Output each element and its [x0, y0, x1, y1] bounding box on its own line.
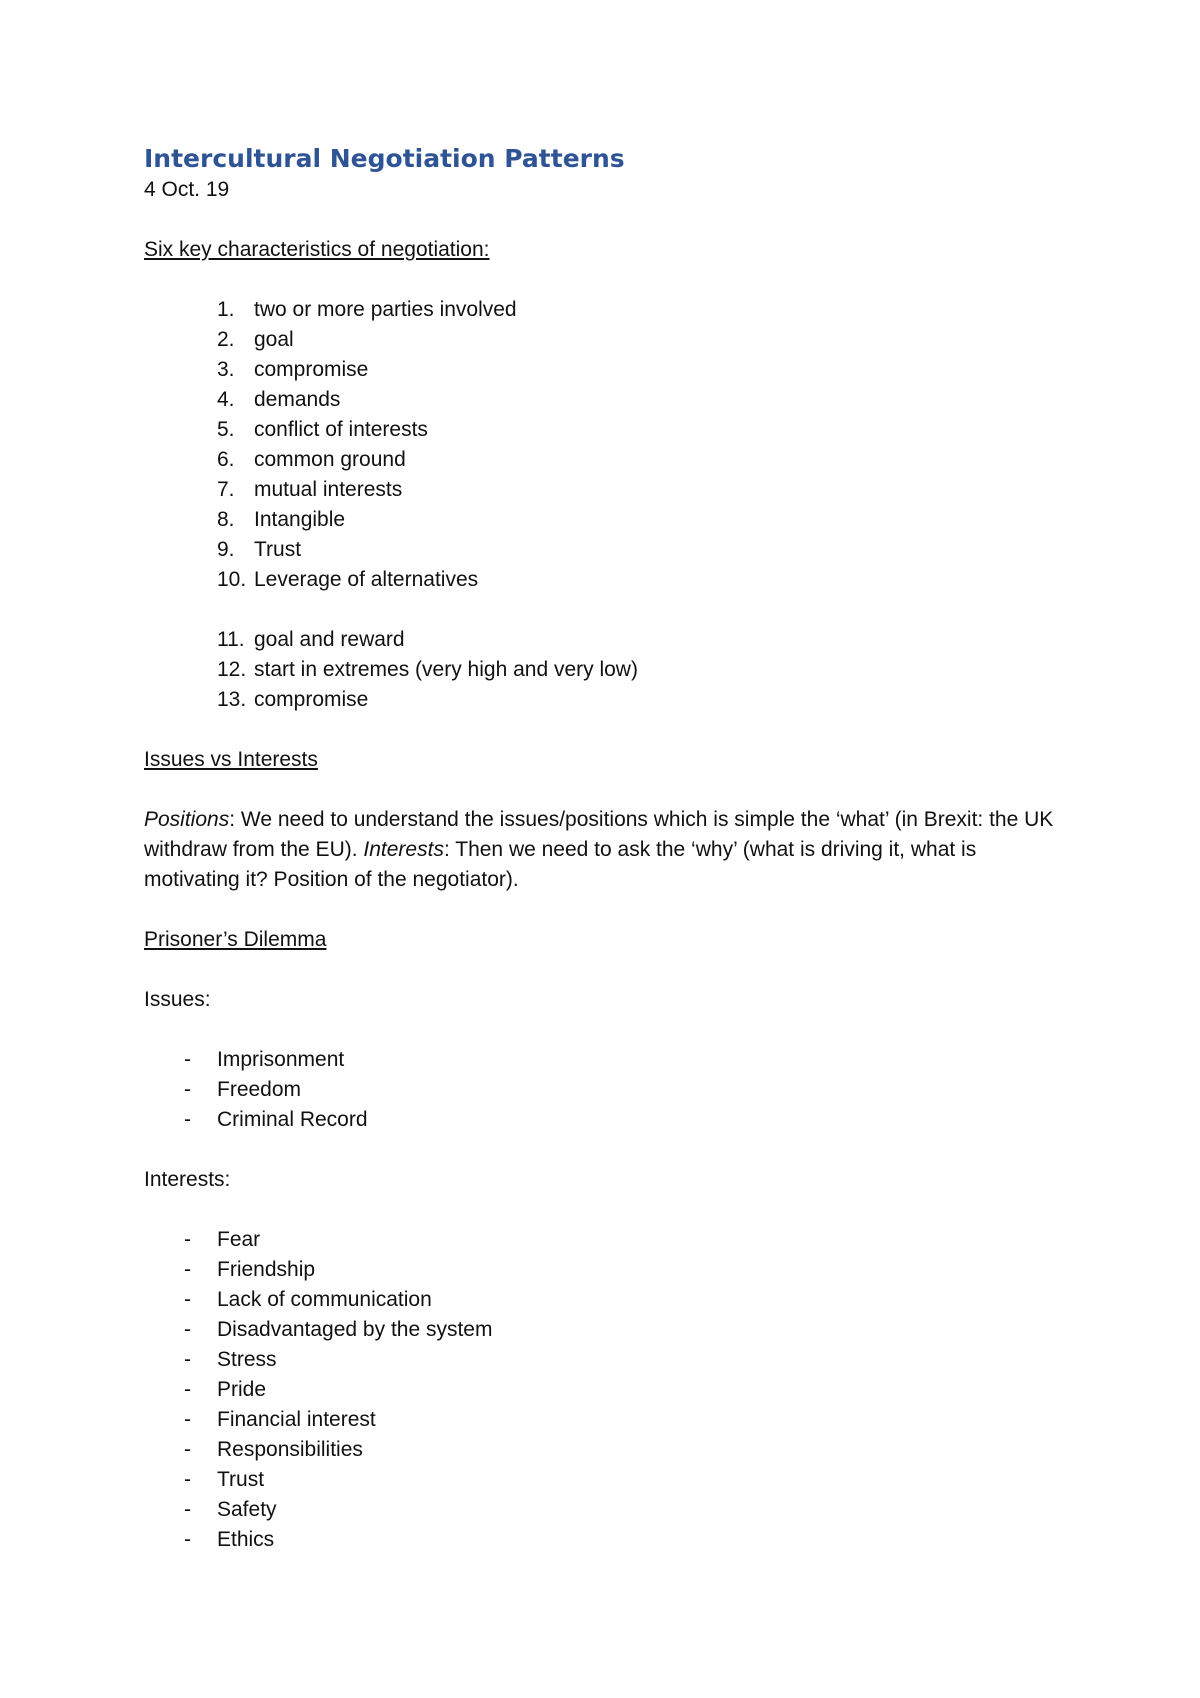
list-item: [144, 355, 1074, 385]
list-item: [144, 1075, 1074, 1105]
list-item-text: goal: [254, 328, 294, 351]
list-item-text: compromise: [254, 688, 369, 711]
section-heading-prisoners-dilemma: Prisoner’s Dilemma: [144, 928, 327, 951]
list-item-text: compromise: [254, 358, 369, 381]
list-item: [144, 1405, 1074, 1435]
list-item: [144, 1375, 1074, 1405]
list-item-text: Safety: [217, 1498, 277, 1521]
list-item: [144, 1345, 1074, 1375]
section-heading-issues-vs-interests: Issues vs Interests: [144, 748, 318, 771]
dash-bullet: -: [184, 1108, 191, 1131]
list-item-text: Disadvantaged by the system: [217, 1318, 493, 1341]
list-item: [144, 475, 1074, 505]
list-item-text: demands: [254, 388, 341, 411]
list-item-text: Financial interest: [217, 1408, 376, 1431]
dash-bullet: -: [184, 1228, 191, 1251]
dash-bullet: -: [184, 1078, 191, 1101]
list-item-text: goal and reward: [254, 628, 405, 651]
page-title: Intercultural Negotiation Patterns: [144, 144, 625, 173]
list-item: [144, 565, 1074, 595]
dash-bullet: -: [184, 1378, 191, 1401]
dash-bullet: -: [184, 1288, 191, 1311]
date-line: 4 Oct. 19: [144, 178, 230, 201]
list-item-text: Responsibilities: [217, 1438, 363, 1461]
list-item-text: start in extremes (very high and very low): [254, 658, 638, 681]
list-item: [144, 415, 1074, 445]
interests-inline-label: Interests: [363, 838, 444, 861]
list-item-text: mutual interests: [254, 478, 403, 501]
list-item: [144, 325, 1074, 355]
dash-bullet: -: [184, 1468, 191, 1491]
list-item-number: 13.: [217, 688, 247, 711]
list-item: [144, 1525, 1074, 1555]
positions-interests-paragraph: [144, 805, 1074, 895]
list-item: [144, 1315, 1074, 1345]
list-item-number: 5.: [217, 418, 235, 441]
list-item-number: 2.: [217, 328, 235, 351]
list-item-text: Leverage of alternatives: [254, 568, 479, 591]
dash-bullet: -: [184, 1408, 191, 1431]
document-body: [144, 143, 1074, 1585]
list-item: [144, 385, 1074, 415]
list-item: [144, 685, 1074, 715]
dash-bullet: -: [184, 1318, 191, 1341]
interests-label: Interests:: [144, 1168, 231, 1191]
list-item-number: 4.: [217, 388, 235, 411]
list-item-text: common ground: [254, 448, 406, 471]
dash-bullet: -: [184, 1528, 191, 1551]
list-item: [144, 1225, 1074, 1255]
list-item: [144, 1105, 1074, 1135]
list-item-text: Friendship: [217, 1258, 316, 1281]
list-item-number: 1.: [217, 298, 235, 321]
list-item-number: 8.: [217, 508, 235, 531]
list-item-text: Ethics: [217, 1528, 275, 1551]
list-item-number: 3.: [217, 358, 235, 381]
interests-list: [144, 1225, 1074, 1555]
characteristics-list: [144, 295, 1074, 595]
list-item: [144, 1435, 1074, 1465]
list-item-number: 9.: [217, 538, 235, 561]
list-item-number: 11.: [217, 628, 245, 651]
dash-bullet: -: [184, 1498, 191, 1521]
list-item-text: Intangible: [254, 508, 346, 531]
list-item-text: Criminal Record: [217, 1108, 368, 1131]
positions-label: Positions: [144, 808, 230, 831]
list-item-text: Trust: [254, 538, 302, 561]
positions-text: : We need to understand the issues/positions which is simple the ‘what’ (in Brexit: the UK withdraw from the EU).: [144, 808, 1054, 861]
list-item: [144, 1495, 1074, 1525]
issues-list: [144, 1045, 1074, 1135]
list-item-text: conflict of interests: [254, 418, 428, 441]
characteristics-list-continued: [144, 625, 1074, 715]
list-item-text: Fear: [217, 1228, 261, 1251]
list-item: [144, 505, 1074, 535]
section-heading-characteristics: Six key characteristics of negotiation:: [144, 238, 490, 261]
list-item: [144, 445, 1074, 475]
list-item-text: Lack of communication: [217, 1288, 432, 1311]
list-item-text: Pride: [217, 1378, 267, 1401]
dash-bullet: -: [184, 1438, 191, 1461]
list-item-text: Trust: [217, 1468, 265, 1491]
list-item: [144, 295, 1074, 325]
list-item: [144, 1465, 1074, 1495]
list-item-number: 10.: [217, 568, 247, 591]
dash-bullet: -: [184, 1348, 191, 1371]
interests-text: : Then we need to ask the ‘why’ (what is driving it, what is motivating it? Position of the negotiator).: [144, 838, 977, 891]
list-item-text: Imprisonment: [217, 1048, 345, 1071]
list-item-text: Freedom: [217, 1078, 302, 1101]
list-spacer: [144, 595, 1074, 625]
list-item-number: 7.: [217, 478, 235, 501]
issues-label: Issues:: [144, 988, 211, 1011]
list-item: [144, 625, 1074, 655]
list-item-text: two or more parties involved: [254, 298, 517, 321]
list-item: [144, 1045, 1074, 1075]
list-item-text: Stress: [217, 1348, 277, 1371]
list-item-number: 12.: [217, 658, 247, 681]
list-item: [144, 535, 1074, 565]
list-item: [144, 1285, 1074, 1315]
list-item-number: 6.: [217, 448, 235, 471]
list-item: [144, 655, 1074, 685]
dash-bullet: -: [184, 1258, 191, 1281]
dash-bullet: -: [184, 1048, 191, 1071]
list-item: [144, 1255, 1074, 1285]
